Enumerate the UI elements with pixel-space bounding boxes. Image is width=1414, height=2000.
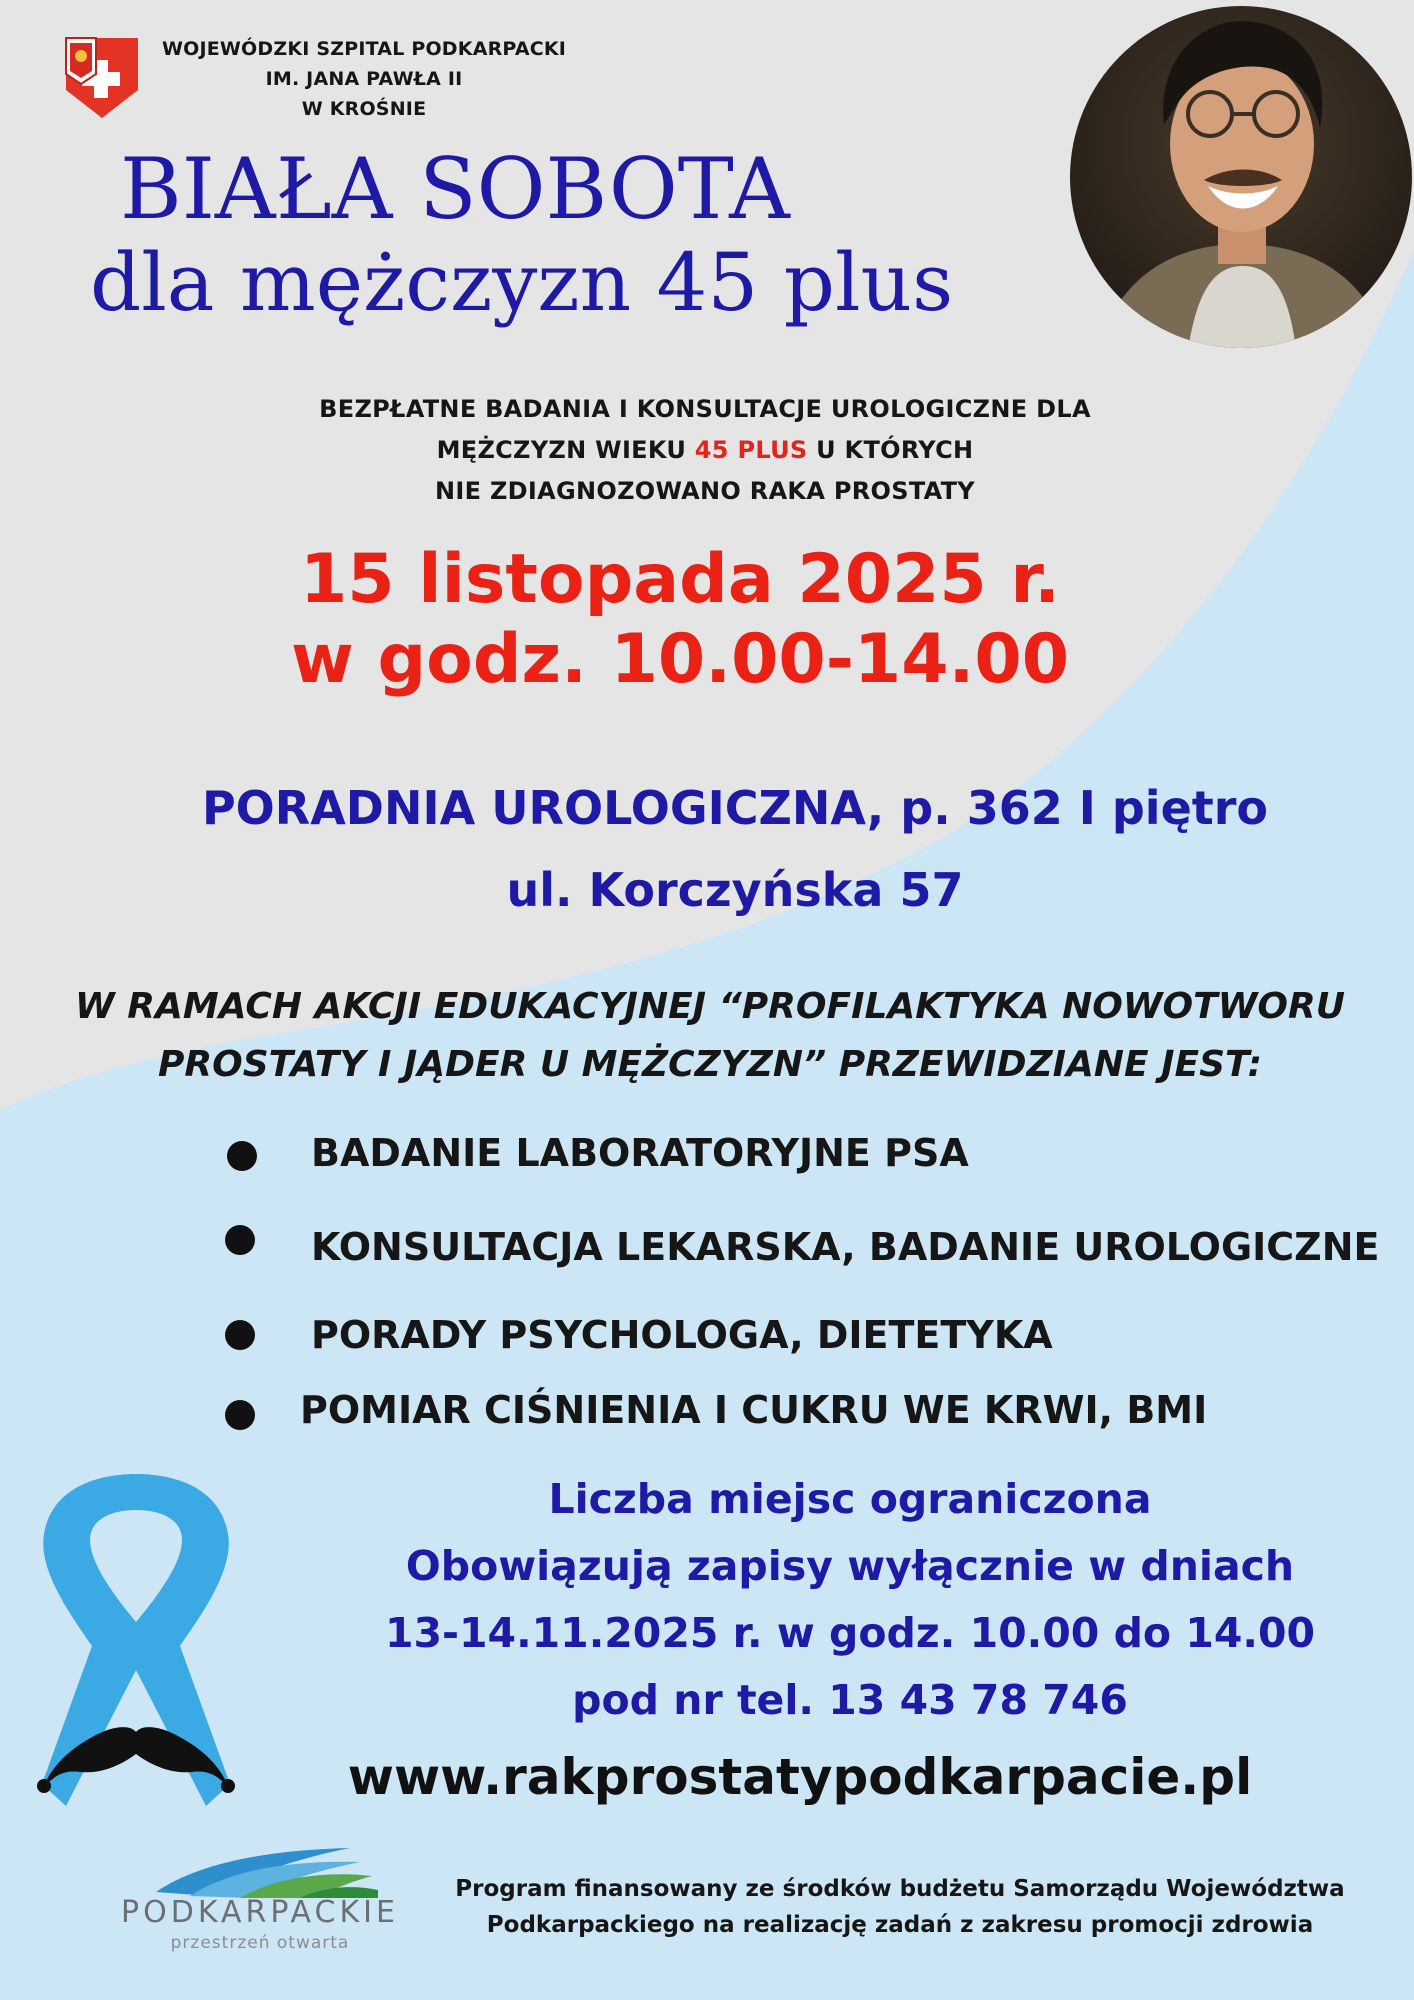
region-logo-tagline: przestrzeń otwarta xyxy=(170,1933,350,1953)
service-item-consultation: KONSULTACJA LEKARSKA, BADANIE UROLOGICZNE xyxy=(311,1225,1380,1269)
bullet-icon xyxy=(225,1400,255,1430)
action-description xyxy=(60,978,1360,1094)
service-item-psychologist: PORADY PSYCHOLOGA, DIETETYKA xyxy=(311,1313,1053,1357)
location-clinic: PORADNIA UROLOGICZNA, p. 362 I piętro xyxy=(201,781,1269,835)
region-logo-name: PODKARPACKIE xyxy=(121,1895,399,1930)
event-date: 15 listopada 2025 r. xyxy=(299,540,1061,619)
service-item-psa: BADANIE LABORATORYJNE PSA xyxy=(311,1131,969,1175)
hospital-name xyxy=(138,34,590,124)
action-line-1: W RAMACH AKCJI EDUKACYJNEJ “PROFILAKTYKA NOWOTWORU xyxy=(75,986,1345,1027)
registration-info xyxy=(330,1466,1370,1734)
podkarpackie-logo-icon xyxy=(150,1840,380,1898)
smiling-man-portrait xyxy=(1068,4,1414,350)
intro-line-3: NIE ZDIAGNOZOWANO RAKA PROSTATY xyxy=(434,477,975,505)
intro-text xyxy=(200,389,1210,512)
hospital-name-line-2: IM. JANA PAWŁA II xyxy=(265,68,463,90)
location-street: ul. Korczyńska 57 xyxy=(506,863,964,917)
registration-line-2: Obowiązują zapisy wyłącznie w dniach xyxy=(405,1542,1295,1590)
hospital-name-line-3: W KROŚNIE xyxy=(301,98,427,120)
funding-line-2: Podkarpackiego na realizację zadań z zakresu promocji zdrowia xyxy=(486,1912,1314,1938)
page-title-line-2: dla mężczyzn 45 plus xyxy=(90,236,954,329)
bullet-icon xyxy=(225,1320,255,1350)
intro-line-2-start: MĘŻCZYZN WIEKU xyxy=(436,436,695,464)
bullet-icon xyxy=(227,1141,257,1171)
page-title-line-1: BIAŁA SOBOTA xyxy=(120,140,790,238)
registration-phone: pod nr tel. 13 43 78 746 xyxy=(572,1676,1128,1724)
intro-line-1: BEZPŁATNE BADANIA I KONSULTACJE UROLOGICZNE DLA xyxy=(319,395,1091,423)
intro-line-2-end: U KTÓRYCH xyxy=(807,436,974,464)
hospital-crest-logo xyxy=(60,34,142,122)
hospital-name-line-1: WOJEWÓDZKI SZPITAL PODKARPACKI xyxy=(161,38,567,60)
registration-line-3: 13-14.11.2025 r. w godz. 10.00 do 14.00 xyxy=(384,1609,1316,1657)
intro-line-2 xyxy=(200,430,1210,471)
blue-ribbon-mustache-icon xyxy=(30,1474,250,1814)
funding-line-1: Program finansowany ze środków budżetu Samorządu Województwa xyxy=(455,1876,1345,1902)
website-link[interactable]: www.rakprostatypodkarpacie.pl xyxy=(347,1748,1253,1806)
intro-age-highlight: 45 PLUS xyxy=(694,436,808,464)
action-line-2: PROSTATY I JĄDER U MĘŻCZYZN” PRZEWIDZIANE JEST: xyxy=(157,1044,1262,1085)
service-item-measurements: POMIAR CIŚNIENIA I CUKRU WE KRWI, BMI xyxy=(300,1388,1208,1432)
funding-note xyxy=(420,1871,1380,1943)
bullet-icon xyxy=(225,1225,255,1255)
event-hours: w godz. 10.00-14.00 xyxy=(290,620,1070,699)
registration-line-1: Liczba miejsc ograniczona xyxy=(548,1475,1152,1523)
